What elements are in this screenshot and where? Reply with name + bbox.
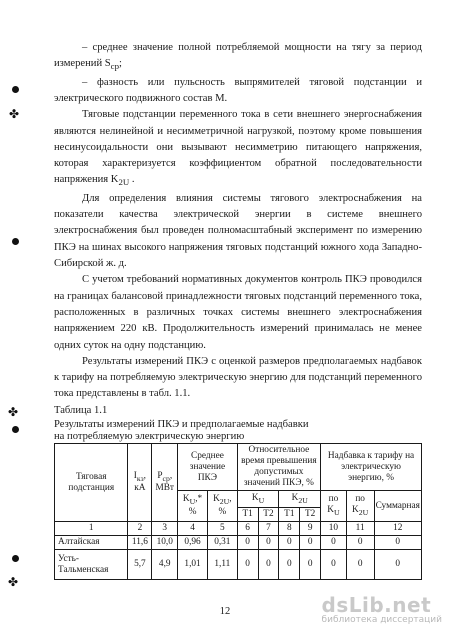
header-surcharge: Надбавка к тарифу на электрическую энергию, %	[321, 444, 422, 491]
table-cell: 0	[279, 536, 300, 550]
margin-dot-mark	[12, 86, 19, 93]
table-cell: 0	[321, 536, 347, 550]
table-cell: 0	[258, 550, 279, 580]
column-number: 11	[346, 522, 374, 536]
column-number: 3	[152, 522, 178, 536]
table-cell: Усть-Тальменская	[55, 550, 128, 580]
body-text	[54, 40, 422, 580]
header-ku-relative: $K_U$	[237, 491, 279, 508]
table-cell: 0	[237, 536, 258, 550]
header-average: Среднее значение ПКЭ	[178, 444, 238, 491]
table-cell: 0,96	[178, 536, 208, 550]
header-by-ku: по $K_U$	[321, 491, 347, 522]
header-ku-average: $K_U,*$ %	[178, 491, 208, 522]
table-cell: 0	[346, 550, 374, 580]
table-cell: 1,01	[178, 550, 208, 580]
header-t1: T1	[237, 508, 258, 522]
table-cell: 0	[374, 550, 421, 580]
header-t2: T2	[258, 508, 279, 522]
column-number: 12	[374, 522, 421, 536]
header-by-k2u: по $K_{2U}$	[346, 491, 374, 522]
column-number: 2	[128, 522, 152, 536]
paragraph-substations: Тяговые подстанции переменного тока в сети внешнего энергоснабжения являются нелинейной и несимметричной нагрузкой, поэтому кроме повышения несинусоидальности они вызывают несимметрию питающего напряжения, которая характеризуется коэффициентом обратной последовательности напряжения $K_{2U}$ .	[54, 109, 422, 188]
column-number: 10	[321, 522, 347, 536]
header-substation: Тяговая подстанция	[55, 444, 128, 522]
header-t1: T1	[279, 508, 300, 522]
column-number: 1	[55, 522, 128, 536]
table-cell: Алтайская	[55, 536, 128, 550]
column-number: 5	[207, 522, 237, 536]
column-number: 8	[279, 522, 300, 536]
header-k2u-relative: $K_{2U}$	[279, 491, 321, 508]
table-title: Результаты измерений ПКЭ и предполагаемые надбавки на потребляемую электрическую энергию	[54, 419, 309, 443]
header-total: Суммарная	[374, 491, 421, 522]
header-k2u-average: $K_{2U}$, %	[207, 491, 237, 522]
table-caption: Таблица 1.1	[54, 404, 108, 416]
table-cell: 5,7	[128, 550, 152, 580]
paragraph-phase: – фазность или пульсность выпрямителей тяговой подстанции и электрического подвижного состав M.	[54, 76, 422, 104]
margin-scribble-mark: ✤	[9, 107, 20, 121]
column-number-row	[55, 522, 422, 536]
table-cell: 4,9	[152, 550, 178, 580]
watermark-subtitle: библиотека диссертаций	[321, 615, 442, 625]
table-cell: 0	[346, 536, 374, 550]
column-number: 9	[300, 522, 321, 536]
watermark-logo: dsLib.net	[321, 593, 432, 617]
table-cell: 1,11	[207, 550, 237, 580]
results-table	[54, 443, 422, 580]
table-cell: 0	[237, 550, 258, 580]
table-cell: 0	[321, 550, 347, 580]
table-cell: 11,6	[128, 536, 152, 550]
paragraph-power: – среднее значение полной потребляемой мощности на тягу за период измерений $S_{ср}$;	[54, 42, 422, 72]
watermark	[322, 593, 442, 625]
table-cell: 0	[258, 536, 279, 550]
margin-dot-mark	[12, 426, 19, 433]
page-number: 12	[219, 606, 231, 617]
margin-dot-mark	[12, 555, 19, 562]
paragraph-experiment: Для определения влияния системы тягового электроснабжения на показатели качества электрической энергии в системе внешнего электроснабжения был проведен полномасштабный эксперимент по измерению ПКЭ на шинах высокого напряжения тяговых подстанций южного хода Западно-Сибирской ж. д.	[54, 192, 422, 270]
table-row	[55, 536, 422, 550]
header-pcp: $P_{ср}$, МВт	[152, 444, 178, 522]
header-relative-time: Относительное время превышения допустимых значений ПКЭ, %	[237, 444, 320, 491]
margin-scribble-mark: ✤	[8, 575, 19, 589]
table-cell: 0	[374, 536, 421, 550]
table-cell: 0,31	[207, 536, 237, 550]
column-number: 6	[237, 522, 258, 536]
table-cell: 0	[300, 550, 321, 580]
paragraph-results: Результаты измерений ПКЭ с оценкой размеров предполагаемых надбавок к тарифу на потребляемую электрическую энергию для подстанций переменного тока представлены в табл. 1.1.	[54, 355, 422, 400]
header-t2: T2	[300, 508, 321, 522]
table-cell: 0	[300, 536, 321, 550]
column-number: 4	[178, 522, 208, 536]
table-row	[55, 550, 422, 580]
header-ikz: $I_{кз}$, кА	[128, 444, 152, 522]
paragraph-measurement: С учетом требований нормативных документов контроль ПКЭ проводился на границах балансовой принадлежности тяговых подстанций переменного тока, расположенных в различных точках системы внешнего электроснабжения напряжением 220 кВ. Продолжительность измерений принималась не менее одних суток на одну подстанцию.	[54, 274, 422, 351]
margin-scribble-mark: ✤	[8, 405, 19, 419]
table-cell: 10,0	[152, 536, 178, 550]
margin-dot-mark	[12, 238, 19, 245]
column-number: 7	[258, 522, 279, 536]
table-cell: 0	[279, 550, 300, 580]
